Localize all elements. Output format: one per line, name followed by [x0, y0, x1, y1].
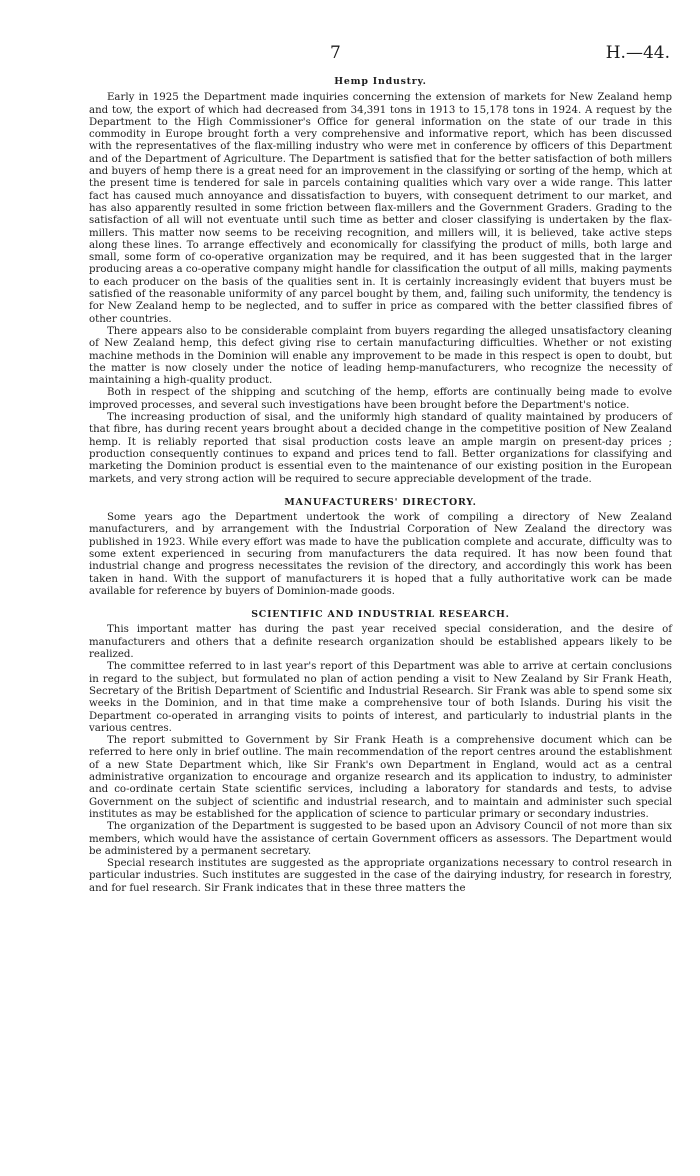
section-manufacturers-directory [89, 497, 672, 598]
paragraph: The increasing production of sisal, and the uniformly high standard of quality maintained by producers of that fibre, has during recent years brought about a decided change in the competitive position of New Zealand hemp. It is reliably reported that sisal production costs leave an ample margin on present-day prices ; production consequently continues to expand and prices tend to fall. Better organizations for classifying and marketing the Dominion product is essential even to the maintenance of our existing position in the European markets, and very strong action will be required to secure appreciable development of the trade. [89, 412, 672, 485]
paragraph: Early in 1925 the Department made inquiries concerning the extension of markets for New Zealand hemp and tow, the export of which had decreased from 34,391 tons in 1913 to 15,178 tons in 1924. A request by the Department to the High Commissioner's Office for general information on the state of our trade in this commodity in Europe brought forth a very comprehensive and informative report, which has been discussed with the representatives of the flax-milling industry who were met in conference by officers of this Department and of the Department of Agriculture. The Department is satisfied that for the better satisfaction of both millers and buyers of hemp there is a great need for an improvement in the classifying or sorting of the hemp, which at the present time is tendered for sale in parcels containing qualities which vary over a wide range. This latter fact has caused much annoyance and dissatisfaction to buyers, with consequent detriment to our market, and has also apparently resulted in some friction between flax-millers and the Government Graders. Grading to the satisfaction of all will not eventuate until such time as better and closer classifying is undertaken by the flax-millers. This matter now seems to be receiving recognition, and millers will, it is believed, take active steps along these lines. To arrange effectively and economically for classifying the product of mills, both large and small, some form of co-operative organization may be required, and it has been suggested that in the larger producing areas a co-operative company might handle for classification the output of all mills, making payments to each producer on the basis of the qualities sent in. It is certainly increasingly evident that buyers must be satisfied of the reasonable uniformity of any parcel bought by them, and, failing such uniformity, the tendency is for New Zealand hemp to be neglected, and to suffer in price as compared with the better classified fibres of other countries. [89, 92, 672, 325]
paragraph: The organization of the Department is suggested to be based upon an Advisory Council of not more than six members, which would have the assistance of certain Government officers as assessors. The Department would be administered by a permanent secretary. [89, 821, 672, 857]
paragraph: Special research institutes are suggested as the appropriate organizations necessary to control research in particular industries. Such institutes are suggested in the case of the dairying industry, for research in forestry, and for fuel research. Sir Frank indicates that in these three matters the [89, 858, 672, 894]
paragraph: The committee referred to in last year's report of this Department was able to arrive at certain conclusions in regard to the subject, but formulated no plan of action pending a visit to New Zealand by Sir Frank Heath, Secretary of the British Department of Scientific and Industrial Research. Sir Frank was able to spend some six weeks in the Dominion, and in that time make a comprehensive tour of both Islands. During his visit the Department co-operated in arranging visits to points of interest, and particularly to industrial plants in the various centres. [89, 661, 672, 734]
paragraph: The report submitted to Government by Sir Frank Heath is a comprehensive document which can be referred to here only in brief outline. The main recommendation of the report centres around the establishment of a new State Department which, like Sir Frank's own Department in England, would act as a central administrative organization to encourage and organize research and its application to industry, to administer and co-ordinate certain State scientific services, including a laboratory for standards and tests, to advise Government on the subject of scientific and industrial research, and to maintain and administer such special institutes as may be established for the application of science to particular primary or secondary industries. [89, 735, 672, 820]
document-reference: H.—44. [605, 43, 670, 63]
section-heading: MANUFACTURERS' DIRECTORY. [284, 496, 477, 508]
section-scientific-industrial-research [89, 609, 672, 895]
section-hemp-industry [89, 76, 672, 486]
paragraph: Some years ago the Department undertook the work of compiling a directory of New Zealand manufacturers, and by arrangement with the Industrial Corporation of New Zealand the directory was published in 1923. While every effort was made to have the publication complete and accurate, difficulty was to some extent experienced in securing from manufacturers the data required. It has now been found that industrial change and progress necessitates the revision of the directory, and accordingly this work has been taken in hand. With the support of manufacturers it is hoped that a fully authoritative work can be made available for reference by buyers of Dominion-made goods. [89, 512, 672, 597]
section-heading: SCIENTIFIC AND INDUSTRIAL RESEARCH. [251, 609, 510, 621]
paragraph: Both in respect of the shipping and scutching of the hemp, efforts are continually being made to evolve improved processes, and several such investigations have been brought before the Department's notice. [89, 387, 672, 411]
paragraph: There appears also to be considerable complaint from buyers regarding the alleged unsatisfactory cleaning of New Zealand hemp, this defect giving rise to certain manufacturing difficulties. Whether or not existing machine methods in the Dominion will enable any improvement to be made in this respect is open to doubt, but the matter is now closely under the notice of leading hemp-manufacturers, who recognize the necessity of maintaining a high-quality product. [89, 325, 672, 387]
section-heading: Hemp Industry. [334, 76, 427, 87]
paragraph: This important matter has during the past year received special consideration, and the desire of manufacturers and others that a definite research organization should be established appears likely to be realized. [89, 624, 672, 661]
page-number: 7 [330, 43, 341, 63]
